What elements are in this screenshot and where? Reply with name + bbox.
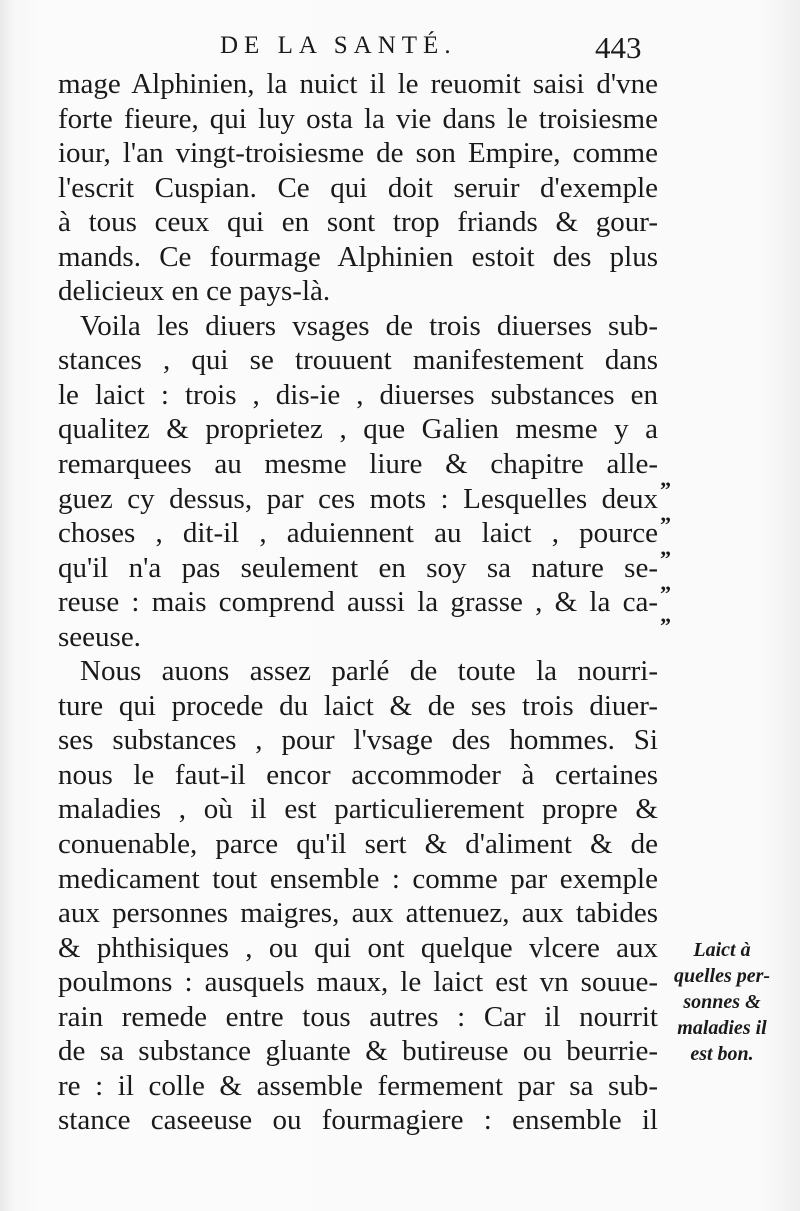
text-line: reuse : mais comprend aussi la grasse , & la ca- <box>58 586 658 619</box>
text-line: Voila les diuers vsages de trois diuerses sub- <box>80 309 658 342</box>
margin-note-line: sonnes & <box>683 991 761 1013</box>
text-line: de sa substance gluante & butireuse ou beurrie- <box>58 1035 658 1068</box>
text-line: le laict : trois , dis-ie , diuerses substances en <box>58 378 658 411</box>
text-line: qualitez & proprietez , que Galien mesme y a <box>58 413 658 446</box>
text-line: ses substances , pour l'vsage des hommes. Si <box>58 724 658 757</box>
page-header <box>80 30 660 70</box>
margin-note-line: est bon. <box>690 1043 754 1065</box>
margin-note-line: maladies il <box>677 1017 767 1039</box>
margin-note-line: Laict à <box>693 939 751 961</box>
text-line: iour, l'an vingt-troisiesme de son Empire, comme <box>58 137 658 170</box>
text-line: mage Alphinien, la nuict il le reuomit saisi d'vne <box>58 68 658 100</box>
text-line: à tous ceux qui en sont trop friands & gour- <box>58 206 658 239</box>
quote-mark: ” <box>660 546 671 571</box>
quote-mark: ” <box>660 512 671 537</box>
text-line: re : il colle & assemble fermement par sa sub- <box>58 1069 658 1102</box>
text-line: seeuse. <box>58 620 141 653</box>
page-number: 443 <box>595 30 642 65</box>
text-line: delicieux en ce pays-là. <box>58 275 331 308</box>
body-text <box>58 67 658 1138</box>
text-line: aux personnes maigres, aux attenuez, aux tabides <box>58 897 658 930</box>
text-line: guez cy dessus, par ces mots : Lesquelles deux <box>58 482 658 515</box>
text-line: mands. Ce fourmage Alphinien estoit des plus <box>58 240 658 273</box>
text-line: maladies , où il est particulierement propre & <box>58 793 658 826</box>
text-line: nous le faut-il encor accommoder à certaines <box>58 758 658 791</box>
text-line: & phthisiques , ou qui ont quelque vlcere aux <box>58 931 658 964</box>
text-line: stances , qui se trouuent manifestement dans <box>58 344 658 377</box>
text-line: forte fieure, qui luy osta la vie dans le troisiesme <box>58 102 658 135</box>
text-line: remarquees au mesme liure & chapitre alle- <box>58 448 658 481</box>
text-line: choses , dit-il , aduiennent au laict , pource <box>58 517 658 550</box>
text-line: qu'il n'a pas seulement en soy sa nature se- <box>58 551 658 584</box>
text-line: ture qui procede du laict & de ses trois diuer- <box>58 689 658 722</box>
running-head: DE LA SANTÉ. <box>220 32 457 59</box>
text-line: rain remede entre tous autres : Car il nourrit <box>58 1000 658 1033</box>
text-line: medicament tout ensemble : comme par exemple <box>58 862 658 895</box>
text-line: l'escrit Cuspian. Ce qui doit seruir d'exemple <box>58 171 658 204</box>
margin-note <box>662 937 782 1067</box>
quote-mark: ” <box>660 613 671 638</box>
margin-note-line: quelles per- <box>673 965 771 987</box>
quote-mark: ” <box>660 581 671 606</box>
text-line: stance caseeuse ou fourmagiere : ensemble il <box>58 1104 658 1137</box>
text-line: poulmons : ausquels maux, le laict est vn souue- <box>58 966 658 999</box>
quote-mark: ” <box>660 477 671 502</box>
text-line: Nous auons assez parlé de toute la nourri- <box>80 655 658 688</box>
text-line: conuenable, parce qu'il sert & d'aliment & de <box>58 828 658 861</box>
